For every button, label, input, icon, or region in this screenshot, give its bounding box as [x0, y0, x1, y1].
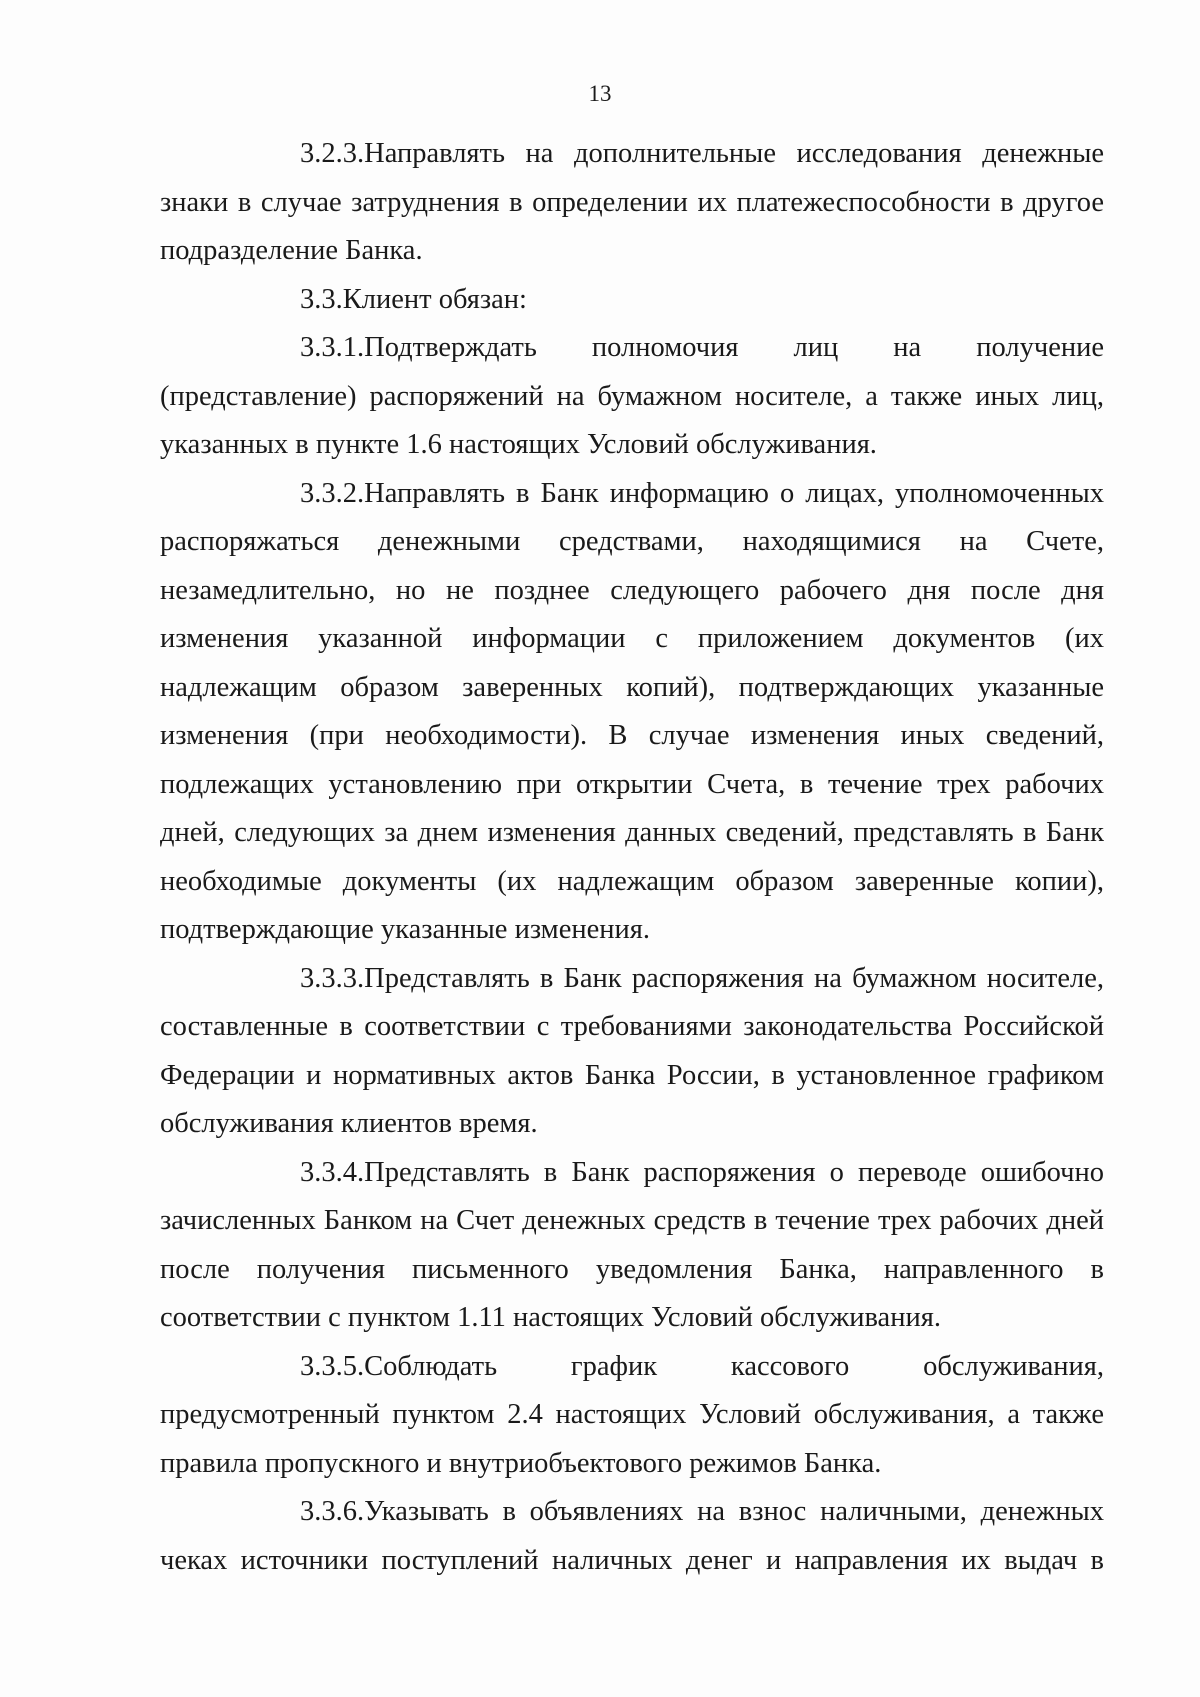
paragraph-number: 3.3. — [300, 283, 343, 315]
paragraph-3-3-1 — [160, 324, 1104, 470]
paragraph-text: Указывать в объявлениях на взнос наличными, денежных чеках источники поступлений наличных денег и направления их выдач в — [160, 1496, 1104, 1576]
paragraph-number: 3.3.6. — [300, 1496, 365, 1527]
paragraph-3-3 — [160, 276, 1104, 325]
paragraph-3-3-5 — [160, 1343, 1104, 1489]
paragraph-number: 3.3.2. — [300, 477, 365, 509]
paragraph-text: Подтверждать полномочия лиц на получение (представление) распоряжений на бумажном носителе, а также иных лиц, указанных в пункте 1.6 настоящих Условий обслуживания. — [160, 332, 1104, 460]
paragraph-3-3-2 — [160, 470, 1104, 955]
paragraph-number: 3.3.3. — [300, 962, 365, 994]
paragraph-number: 3.3.4. — [300, 1156, 365, 1188]
paragraph-text: Клиент обязан: — [342, 283, 527, 315]
paragraph-text: Направлять в Банк информацию о лицах, уполномоченных распоряжаться денежными средствами, находящимися на Счете, незамедлительно, но не позднее следующего рабочего дня после дня изменения указанной информации с приложением документов (их надлежащим образом заверенных копий), подтверждающих указанные изменения (при необходимости). В случае изменения иных сведений, подлежащих установлению при открытии Счета, в течение трех рабочих дней, следующих за днем изменения данных сведений, представлять в Банк необходимые документы (их надлежащим образом заверенные копии), подтверждающие указанные изменения. — [160, 477, 1104, 945]
paragraph-text: Соблюдать график кассового обслуживания, предусмотренный пунктом 2.4 настоящих Условий обслуживания, а также правила пропускного и внутриобъектового режимов Банка. — [160, 1350, 1104, 1479]
document-body — [160, 130, 1104, 1585]
paragraph-3-3-3 — [160, 955, 1104, 1149]
paragraph-text: Направлять на дополнительные исследования денежные знаки в случае затруднения в определении их платежеспособности в другое подразделение Банка. — [160, 138, 1104, 266]
page-number: 13 — [588, 81, 612, 106]
paragraph-3-2-3 — [160, 130, 1104, 276]
paragraph-number: 3.2.3. — [300, 138, 365, 169]
paragraph-number: 3.3.1. — [300, 332, 365, 363]
paragraph-text: Представлять в Банк распоряжения на бумажном носителе, составленные в соответствии с требованиями законодательства Российской Федерации и нормативных актов Банка России, в установленное графиком обслуживания клиентов время. — [160, 962, 1104, 1139]
paragraph-3-3-4 — [160, 1149, 1104, 1343]
paragraph-number: 3.3.5. — [300, 1350, 365, 1382]
paragraph-text: Представлять в Банк распоряжения о переводе ошибочно зачисленных Банком на Счет денежных средств в течение трех рабочих дней после получения письменного уведомления Банка, направленного в соответствии с пунктом 1.11 настоящих Условий обслуживания. — [160, 1156, 1104, 1333]
paragraph-3-3-6 — [160, 1488, 1104, 1585]
